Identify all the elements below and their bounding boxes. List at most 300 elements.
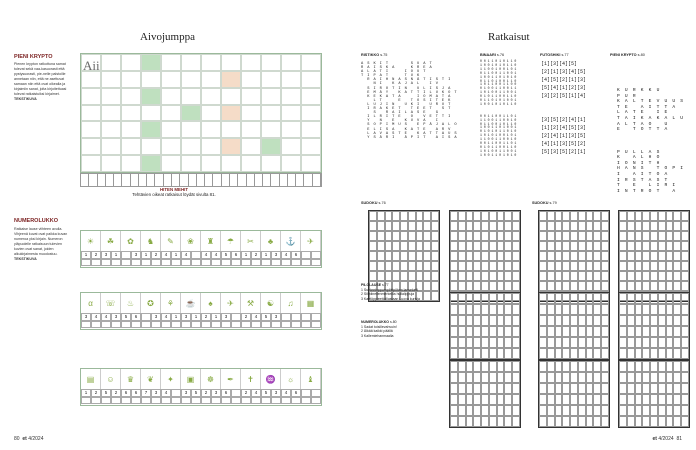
- sudoku-cell: [619, 326, 627, 337]
- sudoku-cell: [539, 337, 547, 348]
- sudoku-cell: [547, 405, 555, 416]
- picture-icon: ☏: [101, 293, 121, 313]
- sudoku-cell: [601, 348, 609, 359]
- sudoku-cell: [681, 241, 689, 251]
- krypto-cell[interactable]: [221, 155, 241, 172]
- sudoku-cell: [619, 221, 627, 231]
- sudoku-cell: [466, 271, 474, 281]
- krypto-cell[interactable]: [281, 71, 301, 88]
- sudoku-cell: [423, 241, 431, 251]
- krypto-cell[interactable]: [181, 88, 201, 105]
- krypto-letter-box[interactable]: [189, 174, 197, 186]
- sudoku-cell: [416, 211, 424, 221]
- sudoku-cell: [658, 211, 666, 221]
- sudoku-cell: [504, 231, 512, 241]
- sudoku-cell: [619, 394, 627, 405]
- sudoku-cell: [489, 304, 497, 315]
- picture-icon: ♣: [261, 231, 281, 251]
- sudoku-cell: [681, 394, 689, 405]
- krypto-cell[interactable]: [241, 88, 261, 105]
- krypto-cell[interactable]: [141, 54, 161, 71]
- krypto-letter-box[interactable]: [81, 174, 89, 186]
- sudoku-cell: [504, 271, 512, 281]
- ristikko-solution: A S K I T S U A T R A I S K A K R E A A L A T I I O U T T I P A T T U K R A I H N A S N Ä T I S T I N I K A J A L I V S I R O T I N U L I S J A E M Ä Y K A T T I L U K O T K E K A T A I O M A T A L T E T O S I T E K L U J I N U K I U R U T I R A K E T T E E T S T S R A I L A S E G I L R I T E O V E T T I Y N E K U V A I S O P I M U S E P Ä J A L O E L I S A K A T E A R V L A V A S T E K A T T A U S Y S Ä R I Ä P I T A I S A: [361, 62, 458, 140]
- sudoku-cell: [377, 261, 385, 271]
- left-footer: 80 et 4/2024: [14, 436, 44, 442]
- sudoku-cell: [681, 416, 689, 427]
- sudoku-cell: [369, 261, 377, 271]
- sudoku-cell: [635, 394, 643, 405]
- krypto-cell[interactable]: [181, 105, 201, 122]
- krypto-cell[interactable]: [181, 138, 201, 155]
- krypto-cell[interactable]: [161, 138, 181, 155]
- sudoku-cell: [512, 405, 520, 416]
- sudoku-cell: [497, 416, 505, 427]
- krypto-cell[interactable]: [141, 155, 161, 172]
- sudoku-cell: [586, 304, 594, 315]
- sudoku-cell: [385, 261, 393, 271]
- krypto-cell[interactable]: [81, 105, 101, 122]
- sudoku-cell: [601, 211, 609, 221]
- sudoku-cell: [627, 211, 635, 221]
- krypto-letter-box[interactable]: [197, 174, 205, 186]
- sudoku-cell: [385, 221, 393, 231]
- krypto-cell[interactable]: [301, 105, 321, 122]
- sudoku-cell: [481, 372, 489, 383]
- sudoku-cell: [547, 231, 555, 241]
- sudoku-cell: [504, 348, 512, 359]
- sudoku-cell: [601, 304, 609, 315]
- krypto-cell[interactable]: [221, 138, 241, 155]
- krypto-letter-box[interactable]: [288, 174, 296, 186]
- sudoku-cell: [619, 304, 627, 315]
- krypto-cell[interactable]: [161, 71, 181, 88]
- krypto-cell[interactable]: [101, 105, 121, 122]
- sudoku-cell: [619, 383, 627, 394]
- krypto-letter-box[interactable]: [230, 174, 238, 186]
- krypto-cell[interactable]: [201, 138, 221, 155]
- sudoku-cell: [458, 326, 466, 337]
- sudoku-cell: [504, 293, 512, 304]
- krypto-cell[interactable]: [261, 155, 281, 172]
- krypto-cell[interactable]: [121, 71, 141, 88]
- sudoku-cell: [562, 241, 570, 251]
- sudoku-cell: [512, 416, 520, 427]
- sudoku-cell: [578, 261, 586, 271]
- sudoku-cell: [481, 383, 489, 394]
- sudoku-cell: [570, 281, 578, 291]
- picture-icon: ♜: [201, 231, 221, 251]
- krypto-letter-box[interactable]: [106, 174, 114, 186]
- krypto-cell[interactable]: [141, 71, 161, 88]
- sudoku-cell: [423, 231, 431, 241]
- krypto-letter-box[interactable]: [98, 174, 106, 186]
- sudoku-cell: [392, 241, 400, 251]
- sudoku-cell: [562, 211, 570, 221]
- sudoku-cell: [578, 231, 586, 241]
- krypto-letter-box[interactable]: [304, 174, 312, 186]
- sudoku-cell: [466, 211, 474, 221]
- sudoku-cell: [642, 293, 650, 304]
- sudoku-cell: [481, 241, 489, 251]
- sudoku-cell: [497, 405, 505, 416]
- krypto-cell[interactable]: [121, 138, 141, 155]
- krypto-cell[interactable]: [281, 88, 301, 105]
- sudoku-cell: [473, 337, 481, 348]
- krypto-cell[interactable]: [301, 155, 321, 172]
- krypto-cell[interactable]: [261, 54, 281, 71]
- sudoku-cell: [539, 293, 547, 304]
- krypto-cell[interactable]: [221, 88, 241, 105]
- krypto-letter-box[interactable]: [263, 174, 271, 186]
- krypto-letter-box[interactable]: [313, 174, 321, 186]
- sudoku-cell: [369, 231, 377, 241]
- sudoku-cell: [547, 241, 555, 251]
- sudoku-cell: [593, 271, 601, 281]
- sudoku-cell: [431, 211, 439, 221]
- sudoku-cell: [642, 372, 650, 383]
- krypto-cell[interactable]: [181, 121, 201, 138]
- sudoku-cell: [619, 405, 627, 416]
- krypto-start-letters: Aii: [83, 58, 100, 73]
- sudoku-cell: [555, 394, 563, 405]
- sudoku-cell: [635, 326, 643, 337]
- picture-icon: ☸: [201, 369, 221, 389]
- krypto-cell[interactable]: [141, 138, 161, 155]
- sudoku-cell: [408, 261, 416, 271]
- sudoku-cell: [458, 361, 466, 372]
- krypto-letter-box[interactable]: [255, 174, 263, 186]
- picture-strip: [81, 293, 321, 313]
- sudoku-cell: [555, 372, 563, 383]
- picture-icon: ♞: [141, 231, 161, 251]
- sudoku-cell: [392, 251, 400, 261]
- sudoku-cell: [570, 304, 578, 315]
- krypto-cell[interactable]: [121, 105, 141, 122]
- sudoku-cell: [450, 372, 458, 383]
- sudoku-cell: [650, 261, 658, 271]
- sudoku-cell: [666, 361, 674, 372]
- sudoku-cell: [562, 231, 570, 241]
- sudoku-cell: [392, 211, 400, 221]
- krypto-letter-box[interactable]: [147, 174, 155, 186]
- krypto-cell[interactable]: [101, 88, 121, 105]
- sudoku-cell: [627, 293, 635, 304]
- sudoku-cell: [555, 251, 563, 261]
- sudoku-solution-f: [538, 292, 610, 360]
- krypto-cell[interactable]: [261, 121, 281, 138]
- sudoku-cell: [504, 416, 512, 427]
- krypto-cell[interactable]: [221, 121, 241, 138]
- krypto-letter-box[interactable]: [271, 174, 279, 186]
- krypto-cell[interactable]: [301, 138, 321, 155]
- sudoku-cell: [458, 221, 466, 231]
- krypto-cell[interactable]: [261, 88, 281, 105]
- krypto-cell[interactable]: [81, 138, 101, 155]
- krypto-letter-box[interactable]: [155, 174, 163, 186]
- sudoku-cell: [489, 405, 497, 416]
- sudoku-cell: [473, 221, 481, 231]
- krypto-cell[interactable]: [101, 121, 121, 138]
- sudoku-cell: [481, 221, 489, 231]
- krypto-cell[interactable]: [81, 121, 101, 138]
- krypto-cell[interactable]: [241, 71, 261, 88]
- sudoku-cell: [627, 304, 635, 315]
- sudoku-cell: [627, 405, 635, 416]
- sudoku-cell: [570, 231, 578, 241]
- krypto-cell[interactable]: [201, 105, 221, 122]
- krypto-letter-box[interactable]: [296, 174, 304, 186]
- krypto-cell[interactable]: [241, 121, 261, 138]
- sudoku-cell: [512, 211, 520, 221]
- answer-strip[interactable]: [81, 397, 321, 404]
- sudoku-cell: [578, 383, 586, 394]
- sudoku-cell: [547, 394, 555, 405]
- sudoku-cell: [504, 361, 512, 372]
- sudoku-cell: [512, 241, 520, 251]
- krypto-cell[interactable]: [241, 54, 261, 71]
- krypto-cell[interactable]: [301, 88, 321, 105]
- krypto-cell[interactable]: [301, 54, 321, 71]
- krypto-cell[interactable]: [101, 54, 121, 71]
- sudoku-cell: [570, 348, 578, 359]
- sudoku-cell: [555, 281, 563, 291]
- sudoku-cell: [681, 372, 689, 383]
- krypto-letter-box[interactable]: [222, 174, 230, 186]
- krypto-cell[interactable]: [161, 88, 181, 105]
- sudoku-cell: [547, 271, 555, 281]
- krypto-cell[interactable]: [181, 54, 201, 71]
- sudoku-cell: [650, 326, 658, 337]
- sudoku-cell: [504, 251, 512, 261]
- answer-strip[interactable]: [81, 259, 321, 266]
- number-strip: 1 2 5 2 6 6 7 3 4 3 5 2 3 6 2 4 5 3 4 6: [81, 389, 321, 396]
- sudoku-cell: [481, 261, 489, 271]
- krypto-letter-box[interactable]: [164, 174, 172, 186]
- sudoku-cell: [635, 251, 643, 261]
- picture-icon: ♫: [281, 293, 301, 313]
- sudoku-cell: [458, 416, 466, 427]
- sudoku-cell: [466, 326, 474, 337]
- sudoku-cell: [512, 271, 520, 281]
- sudoku-cell: [562, 337, 570, 348]
- sudoku-cell: [539, 261, 547, 271]
- sudoku-cell: [601, 293, 609, 304]
- sudoku-cell: [489, 337, 497, 348]
- sudoku-cell: [570, 241, 578, 251]
- krypto-letter-box[interactable]: [180, 174, 188, 186]
- sudoku-cell: [562, 304, 570, 315]
- krypto-cell[interactable]: [261, 105, 281, 122]
- picture-icon: ✈: [221, 293, 241, 313]
- sudoku-cell: [578, 361, 586, 372]
- sudoku-solution-e: [449, 292, 521, 360]
- krypto-cell[interactable]: [181, 71, 201, 88]
- krypto-cell[interactable]: [281, 121, 301, 138]
- krypto-cell[interactable]: [201, 155, 221, 172]
- answer-strip[interactable]: [81, 321, 321, 328]
- sudoku-cell: [539, 361, 547, 372]
- sudoku-cell: [512, 337, 520, 348]
- krypto-cell[interactable]: [121, 88, 141, 105]
- sudoku-cell: [658, 383, 666, 394]
- krypto-cell[interactable]: [121, 155, 141, 172]
- krypto-cell[interactable]: [201, 88, 221, 105]
- sudoku-cell: [497, 211, 505, 221]
- sudoku-cell: [578, 251, 586, 261]
- krypto-cell[interactable]: [241, 105, 261, 122]
- krypto-letter-box[interactable]: [172, 174, 180, 186]
- sudoku-cell: [642, 261, 650, 271]
- krypto-cell[interactable]: [141, 88, 161, 105]
- krypto-cell[interactable]: [181, 155, 201, 172]
- krypto-cell[interactable]: [201, 121, 221, 138]
- krypto-cell[interactable]: [261, 138, 281, 155]
- krypto-cell[interactable]: [141, 121, 161, 138]
- sudoku-cell: [673, 337, 681, 348]
- sudoku-cell: [400, 241, 408, 251]
- numerolukko-row-1: [80, 230, 322, 268]
- krypto-cell[interactable]: [161, 121, 181, 138]
- sudoku-cell: [650, 231, 658, 241]
- sudoku-cell: [473, 304, 481, 315]
- krypto-cell[interactable]: [281, 155, 301, 172]
- sudoku-cell: [601, 241, 609, 251]
- sudoku-cell: [666, 348, 674, 359]
- sudoku-cell: [562, 221, 570, 231]
- sudoku-cell: [539, 281, 547, 291]
- krypto-cell[interactable]: [161, 105, 181, 122]
- sudoku-cell: [627, 372, 635, 383]
- sudoku-cell: [555, 326, 563, 337]
- krypto-cell[interactable]: [301, 121, 321, 138]
- krypto-cell[interactable]: [201, 54, 221, 71]
- sudoku-cell: [650, 251, 658, 261]
- sudoku-cell: [658, 416, 666, 427]
- krypto-cell[interactable]: [161, 155, 181, 172]
- krypto-letter-box[interactable]: [213, 174, 221, 186]
- sudoku-cell: [642, 416, 650, 427]
- sudoku-cell: [586, 231, 594, 241]
- sudoku-cell: [578, 271, 586, 281]
- sudoku-cell: [642, 348, 650, 359]
- sudoku-cell: [489, 241, 497, 251]
- krypto-cell[interactable]: [241, 155, 261, 172]
- krypto-cell[interactable]: [301, 71, 321, 88]
- sudoku-cell: [601, 416, 609, 427]
- sudoku-cell: [586, 361, 594, 372]
- picture-icon: ▦: [301, 293, 321, 313]
- sudoku-cell: [666, 261, 674, 271]
- sudoku-cell: [450, 326, 458, 337]
- sudoku-cell: [619, 231, 627, 241]
- sudoku-cell: [466, 361, 474, 372]
- sudoku-cell: [458, 281, 466, 291]
- sudoku-cell: [400, 271, 408, 281]
- krypto-cell[interactable]: [101, 71, 121, 88]
- krypto-cell[interactable]: [101, 155, 121, 172]
- krypto-cell[interactable]: [241, 138, 261, 155]
- krypto-cell[interactable]: [81, 155, 101, 172]
- krypto-cell[interactable]: [281, 54, 301, 71]
- krypto-letter-box[interactable]: [89, 174, 97, 186]
- sudoku-cell: [601, 394, 609, 405]
- sudoku-cell: [627, 261, 635, 271]
- krypto-letter-box[interactable]: [139, 174, 147, 186]
- sudoku-cell: [673, 361, 681, 372]
- krypto-letter-box[interactable]: [131, 174, 139, 186]
- krypto-cell[interactable]: [141, 105, 161, 122]
- sudoku-cell: [619, 337, 627, 348]
- sudoku-cell: [489, 251, 497, 261]
- krypto-letter-box[interactable]: [114, 174, 122, 186]
- sudoku-cell: [555, 293, 563, 304]
- sudoku-cell: [635, 241, 643, 251]
- sudoku-cell: [578, 281, 586, 291]
- sudoku-cell: [681, 405, 689, 416]
- sudoku-cell: [555, 361, 563, 372]
- sudoku-cell: [377, 271, 385, 281]
- krypto-letter-box[interactable]: [238, 174, 246, 186]
- sudoku-cell: [481, 293, 489, 304]
- krypto-cell[interactable]: [101, 138, 121, 155]
- krypto-letter-box[interactable]: [280, 174, 288, 186]
- sudoku-cell: [555, 211, 563, 221]
- sudoku-cell: [473, 281, 481, 291]
- sudoku-cell: [489, 394, 497, 405]
- krypto-cell[interactable]: [81, 88, 101, 105]
- krypto-cell[interactable]: [281, 138, 301, 155]
- krypto-cell[interactable]: [221, 54, 241, 71]
- sudoku-cell: [619, 261, 627, 271]
- sudoku-cell: [450, 348, 458, 359]
- sudoku-cell: [673, 304, 681, 315]
- krypto-cell[interactable]: [121, 121, 141, 138]
- krypto-letter-box[interactable]: [247, 174, 255, 186]
- sudoku-cell: [481, 361, 489, 372]
- krypto-cell[interactable]: [221, 105, 241, 122]
- sudoku-cell: [400, 231, 408, 241]
- krypto-cell[interactable]: [161, 54, 181, 71]
- sudoku-cell: [466, 251, 474, 261]
- sudoku-cell: [650, 241, 658, 251]
- sudoku-cell: [681, 348, 689, 359]
- picture-icon: ✿: [121, 231, 141, 251]
- sudoku-cell: [642, 221, 650, 231]
- krypto-letter-box[interactable]: [122, 174, 130, 186]
- sudoku-cell: [658, 405, 666, 416]
- sudoku-cell: [489, 293, 497, 304]
- sudoku-cell: [539, 221, 547, 231]
- krypto-letter-box[interactable]: [205, 174, 213, 186]
- krypto-cell[interactable]: [221, 71, 241, 88]
- sudoku-cell: [681, 251, 689, 261]
- sudoku-cell: [666, 372, 674, 383]
- sudoku-cell: [504, 372, 512, 383]
- sudoku-cell: [586, 211, 594, 221]
- sudoku-cell: [586, 337, 594, 348]
- sudoku-cell: [642, 394, 650, 405]
- sudoku-cell: [400, 251, 408, 261]
- krypto-cell[interactable]: [261, 71, 281, 88]
- sudoku-cell: [408, 221, 416, 231]
- solutions-hint: HITEN MEHIT Tehtävien oikeat ratkaisut löydät sivulta 81.: [132, 187, 216, 197]
- krypto-cell[interactable]: [201, 71, 221, 88]
- krypto-cell[interactable]: [281, 105, 301, 122]
- sudoku-cell: [497, 372, 505, 383]
- krypto-cell[interactable]: [121, 54, 141, 71]
- sudoku-cell: [642, 315, 650, 326]
